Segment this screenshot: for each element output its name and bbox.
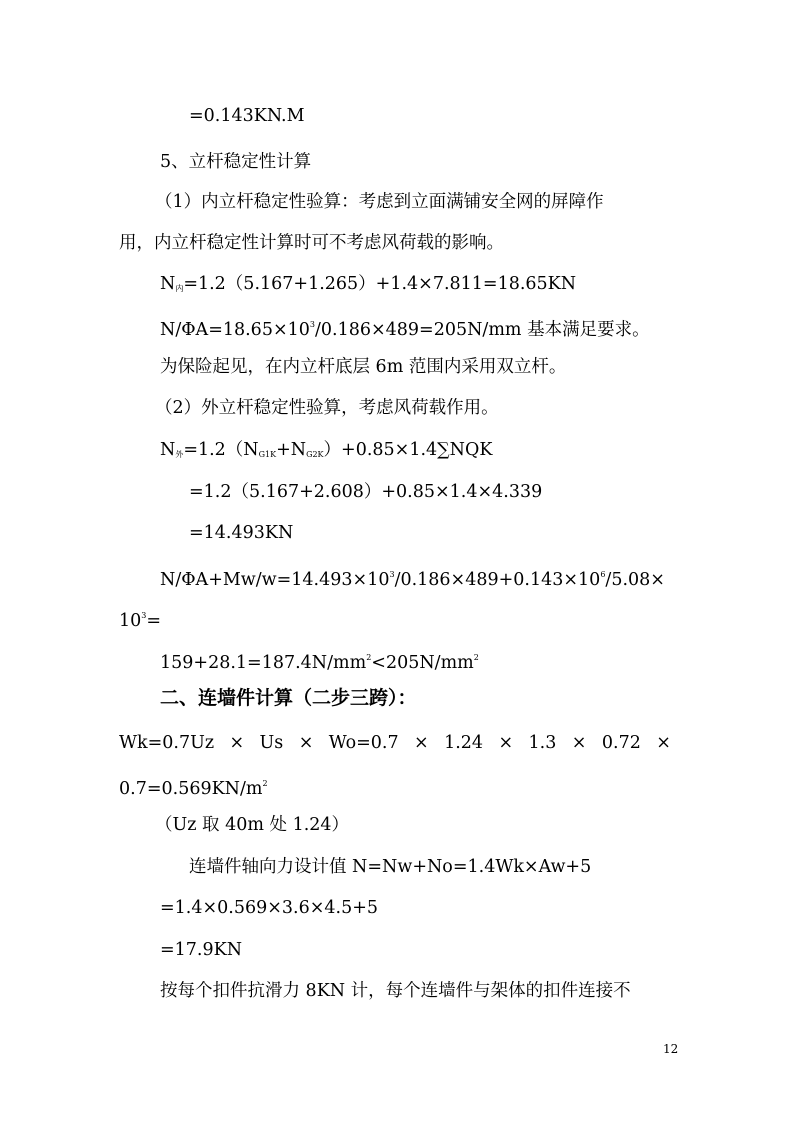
page-number: 12 bbox=[663, 1042, 679, 1056]
para-outer-pole-check: （2）外立杆稳定性验算，考虑风荷载作用。 bbox=[155, 398, 499, 418]
para-inner-pole-check-cont: 用，内立杆稳定性计算时可不考虑风荷载的影响。 bbox=[119, 233, 504, 253]
formula-stress-outer-result: $159+28.1=187.4N/mm^2<205N/mm^2$ bbox=[160, 653, 479, 673]
formula-wind-load-result: $0.7=0.569KN/m^2$ bbox=[119, 779, 268, 799]
para-inner-pole-check: （1）内立杆稳定性验算：考虑到立面满铺安全网的屏障作 bbox=[155, 192, 604, 212]
formula-n-outer-step2: =1.2（5.167+2.608）+0.85×1.4×4.339 bbox=[189, 482, 543, 502]
formula-n-outer-result: =14.493KN bbox=[189, 523, 294, 543]
formula-stress-inner: $N/\Phi A=18.65\times 10^3/0.186\times 489=205N/mm$ 基本满足要求。 bbox=[160, 320, 650, 340]
para-fastener-capacity: 按每个扣件抗滑力 8KN 计，每个连墙件与架体的扣件连接不 bbox=[160, 981, 631, 1001]
formula-axial-force-step2: =1.4×0.569×3.6×4.5+5 bbox=[160, 898, 379, 918]
heading-wall-tie-calc: 二、连墙件计算（二步三跨）： bbox=[160, 687, 417, 709]
formula-axial-force: 连墙件轴向力设计值 N=Nw+No=1.4Wk×Aw+5 bbox=[189, 857, 592, 877]
line-moment-result: =0.143KN.M bbox=[189, 106, 305, 126]
formula-stress-outer-cont: $10^3=$ bbox=[119, 611, 162, 631]
formula-n-outer: $N_外=1.2(N_{G1K}+N_{G2K})+0.85\times 1.4\sum NQK$ bbox=[160, 440, 493, 460]
section-5-title: 5、立杆稳定性计算 bbox=[160, 152, 312, 172]
formula-n-inner: $N_内=1.2(5.167+1.265)+1.4\times 7.811=18.65KN$ bbox=[160, 274, 577, 294]
note-uz: （Uz 取 40m 处 1.24） bbox=[155, 815, 350, 835]
para-double-pole: 为保险起见，在内立杆底层 6m 范围内采用双立杆。 bbox=[160, 357, 567, 377]
formula-axial-force-result: =17.9KN bbox=[160, 940, 243, 960]
formula-wind-load: Wk=0.7Uz × Us × Wo=0.7 × 1.24 × 1.3 × 0.72 × bbox=[119, 733, 671, 753]
formula-stress-outer: $N/\Phi A+Mw/w=14.493\times 10^3/0.186\times 489+0.143\times 10^6/5.08\times$ bbox=[160, 570, 665, 590]
